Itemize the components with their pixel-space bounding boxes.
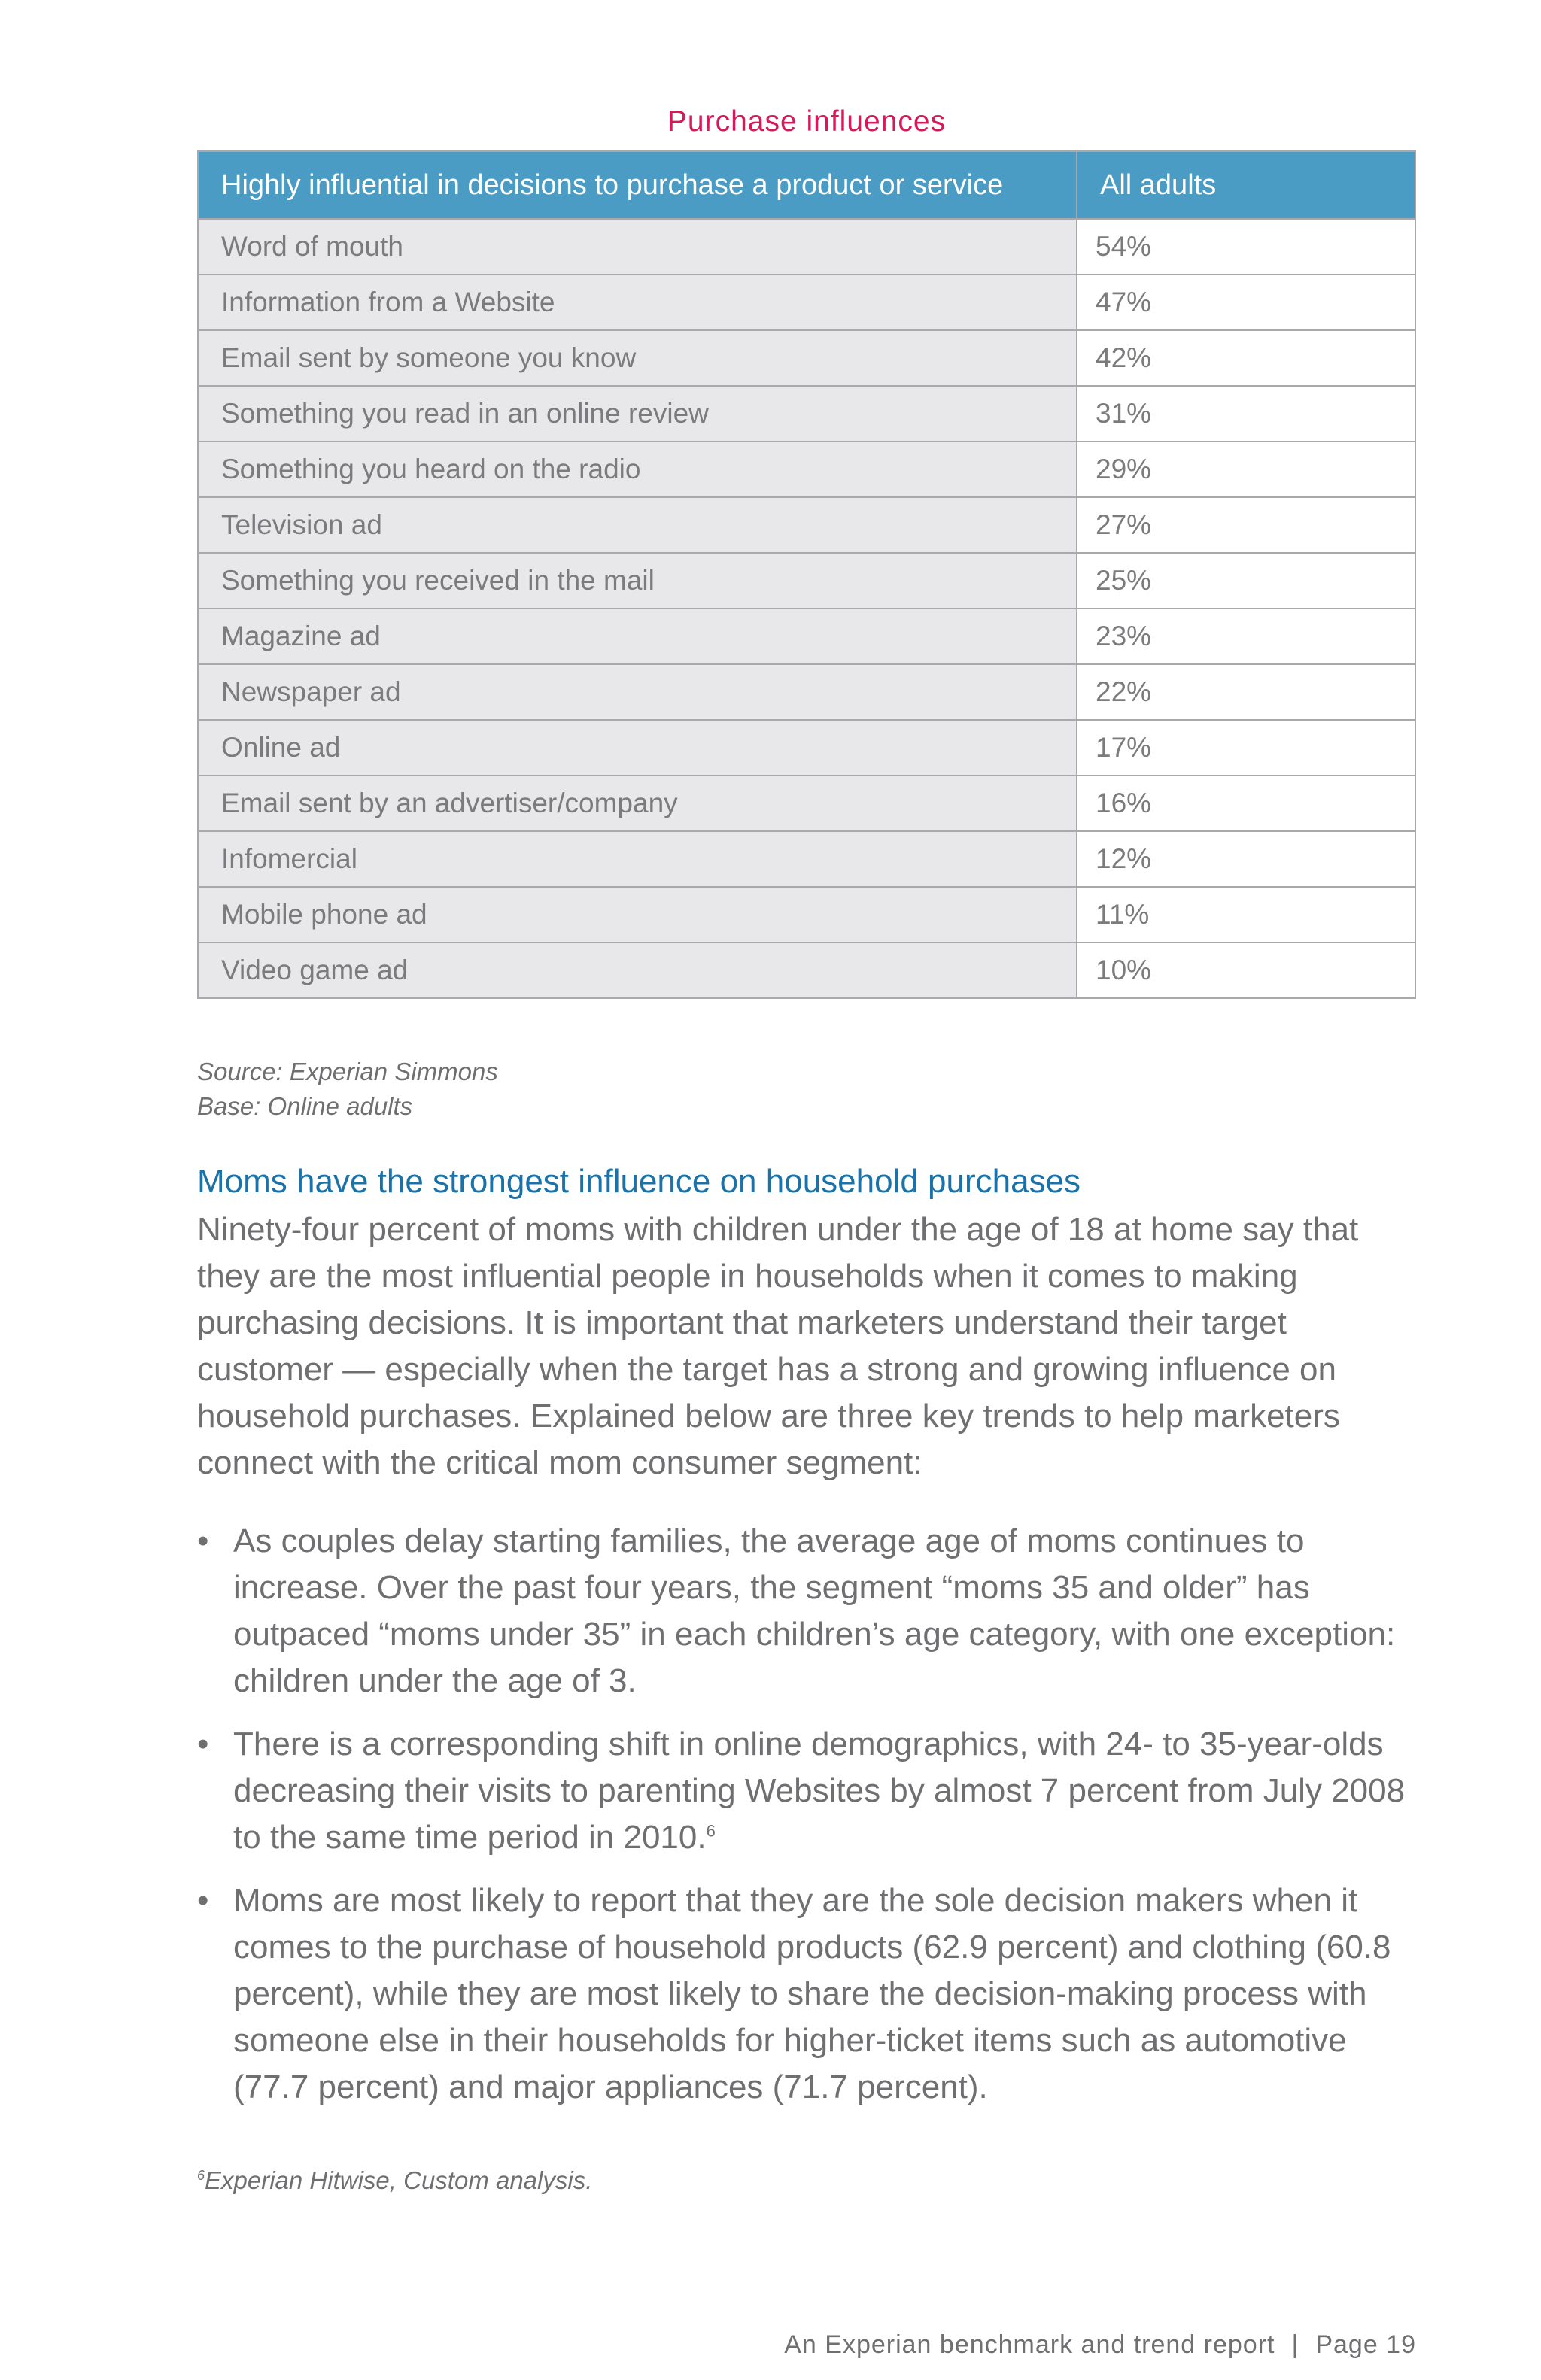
list-item <box>197 1878 1416 2111</box>
row-value: 16% <box>1077 776 1415 831</box>
row-label: Infomercial <box>198 831 1077 887</box>
row-label: Email sent by an advertiser/company <box>198 776 1077 831</box>
row-label: Online ad <box>198 720 1077 776</box>
row-label: Newspaper ad <box>198 664 1077 720</box>
section-paragraph: Ninety-four percent of moms with children under the age of 18 at home say that they are the most influential people in households when it comes to making purchasing decisions. It is important that marketers understand their target customer — especially when the target has a strong and growing influence on household purchases. Explained below are three key trends to help marketers connect with the critical mom consumer segment: <box>197 1211 1359 1481</box>
footnote <box>197 2166 592 2195</box>
bullet-text: As couples delay starting families, the average age of moms continues to increase. Over the past four years, the segment “moms 35 and older” has outpaced “moms under 35” in each children’s age category, with one exception: children under the age of 3. <box>233 1522 1396 1699</box>
table-row <box>198 219 1415 275</box>
list-item <box>197 1518 1416 1705</box>
footer-report-title: An Experian benchmark and trend report <box>784 2330 1275 2359</box>
section-heading: Moms have the strongest influence on household purchases <box>197 1163 1081 1200</box>
page-footer <box>784 2330 1416 2360</box>
report-page <box>197 0 1416 2380</box>
row-value: 25% <box>1077 553 1415 609</box>
row-value: 29% <box>1077 442 1415 497</box>
row-value: 10% <box>1077 943 1415 998</box>
bullet-icon: • <box>197 1726 209 1762</box>
row-value: 42% <box>1077 330 1415 386</box>
table-source-note <box>197 1055 498 1124</box>
row-value: 11% <box>1077 887 1415 943</box>
row-label: Word of mouth <box>198 219 1077 275</box>
row-value: 12% <box>1077 831 1415 887</box>
column-header-influence: Highly influential in decisions to purchase a product or service <box>198 151 1077 219</box>
row-label: Video game ad <box>198 943 1077 998</box>
table-row <box>198 330 1415 386</box>
table-row <box>198 831 1415 887</box>
row-value: 27% <box>1077 497 1415 553</box>
table-row <box>198 943 1415 998</box>
list-item <box>197 1721 1416 1861</box>
purchase-influences-table <box>197 150 1416 999</box>
bullet-icon: • <box>197 1882 209 1919</box>
row-value: 23% <box>1077 609 1415 664</box>
row-label: Email sent by someone you know <box>198 330 1077 386</box>
row-value: 54% <box>1077 219 1415 275</box>
bullet-icon: • <box>197 1522 209 1559</box>
column-header-all-adults: All adults <box>1077 151 1415 219</box>
table-row <box>198 664 1415 720</box>
table-row <box>198 720 1415 776</box>
row-value: 22% <box>1077 664 1415 720</box>
row-value: 47% <box>1077 275 1415 330</box>
row-label: Magazine ad <box>198 609 1077 664</box>
row-label: Television ad <box>198 497 1077 553</box>
footnote-text: Experian Hitwise, Custom analysis. <box>205 2166 593 2194</box>
table-row <box>198 442 1415 497</box>
row-label: Something you received in the mail <box>198 553 1077 609</box>
page-number: Page 19 <box>1315 2330 1416 2359</box>
bullet-text: Moms are most likely to report that they are the sole decision makers when it comes to the purchase of household products (62.9 percent) and clothing (60.8 percent), while they are most likely to share the decision-making process with someone else in their households for higher-ticket items such as automotive (77.7 percent) and major appliances (71.7 percent). <box>233 1882 1391 2105</box>
table-title: Purchase influences <box>667 105 947 138</box>
row-label: Something you heard on the radio <box>198 442 1077 497</box>
table-row <box>198 609 1415 664</box>
row-label: Information from a Website <box>198 275 1077 330</box>
trend-bullet-list <box>197 1518 1416 2127</box>
table-row <box>198 275 1415 330</box>
table-row <box>198 386 1415 442</box>
table-row <box>198 497 1415 553</box>
table-header-row <box>198 151 1415 219</box>
table-row <box>198 776 1415 831</box>
footer-separator: | <box>1291 2330 1299 2359</box>
row-label: Mobile phone ad <box>198 887 1077 943</box>
table-row <box>198 553 1415 609</box>
table-row <box>198 887 1415 943</box>
base-line: Base: Online adults <box>197 1092 413 1120</box>
row-value: 31% <box>1077 386 1415 442</box>
footnote-number: 6 <box>197 2168 205 2183</box>
footnote-reference: 6 <box>706 1821 716 1841</box>
source-line: Source: Experian Simmons <box>197 1058 498 1085</box>
bullet-text: There is a corresponding shift in online demographics, with 24- to 35-year-olds decreasing their visits to parenting Websites by almost 7 percent from July 2008 to the same time period in 2010. <box>233 1726 1406 1856</box>
row-label: Something you read in an online review <box>198 386 1077 442</box>
row-value: 17% <box>1077 720 1415 776</box>
